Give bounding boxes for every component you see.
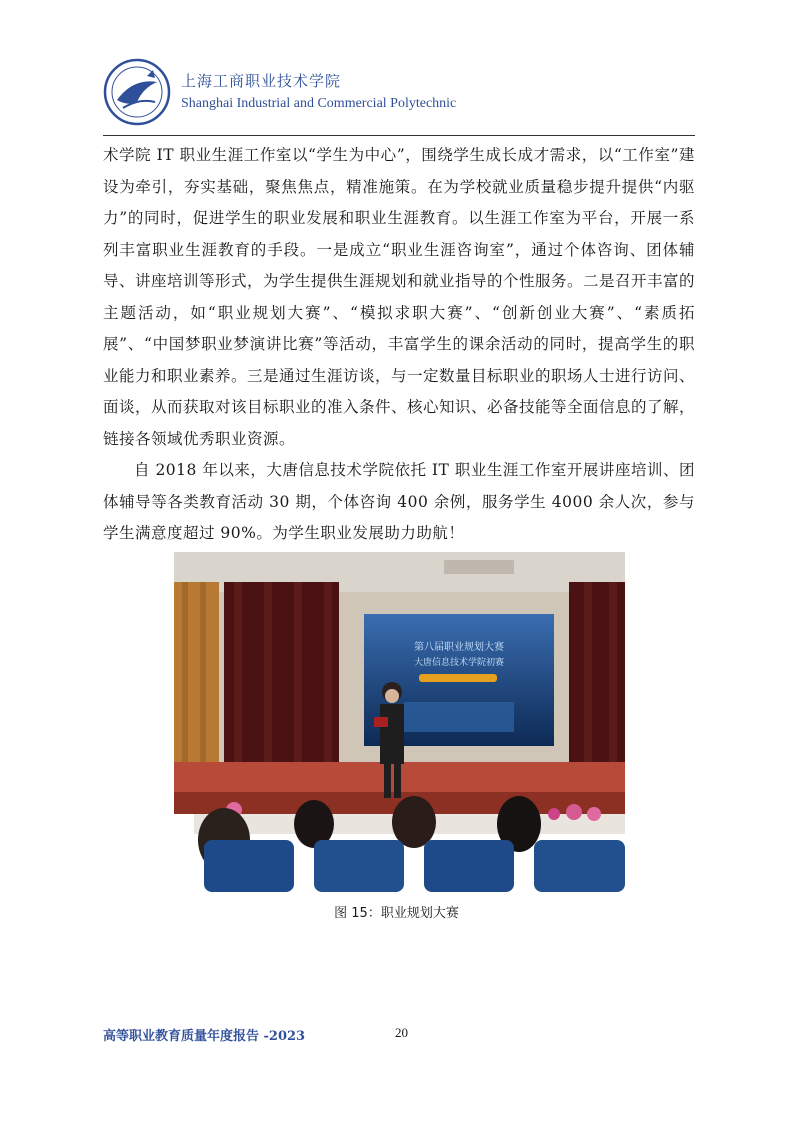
page-header bbox=[103, 52, 695, 136]
main-content bbox=[103, 140, 695, 550]
screen-title-line1: 第八届职业规划大赛 bbox=[414, 642, 504, 653]
header-divider bbox=[103, 135, 695, 136]
photo-illustration bbox=[174, 552, 625, 892]
report-title: 高等职业教育质量年度报告 -2023 bbox=[103, 1029, 306, 1044]
school-name-en: Shanghai Industrial and Commercial Polytechnic bbox=[181, 96, 457, 111]
figure-caption: 图 15：职业规划大赛 bbox=[334, 906, 459, 921]
body-paragraph-2: 自 2018 年以来，大唐信息技术学院依托 IT 职业生涯工作室开展讲座培训、团体辅导等各类教育活动 30 期，个体咨询 400 余例，服务学生 4000 余人次，参与学生满意度超过 90%。为学生职业发展助力助航！ bbox=[103, 461, 695, 542]
school-logo-icon bbox=[103, 58, 171, 126]
competition-photo bbox=[174, 552, 625, 892]
school-name-cn: 上海工商职业技术学院 bbox=[181, 72, 342, 90]
page-number: 20 bbox=[395, 1025, 408, 1040]
screen-title-line2: 大唐信息技术学院初赛 bbox=[413, 658, 505, 668]
body-paragraph-1: 术学院 IT 职业生涯工作室以“学生为中心”，围绕学生成长成才需求，以“工作室”建设为牵引，夯实基础，聚焦焦点，精准施策。在为学校就业质量稳步提升提供“内驱力”的同时，促进学生的职业发展和职业生涯教育。以生涯工作室为平台，开展一系列丰富职业生涯教育的手段。一是成立“职业生涯咨询室”，通过个体咨询、团体辅导、讲座培训等形式，为学生提供生涯规划和就业指导的个性服务。二是召开丰富的主题活动，如“职业规划大赛”、“模拟求职大赛”、“创新创业大赛”、“素质拓展”、“中国梦职业梦演讲比赛”等活动，丰富学生的课余活动的同时，提高学生的职业能力和职业素养。三是通过生涯访谈，与一定数量目标职业的职场人士进行访问、面谈，从而获取对该目标职业的准入条件、核心知识、必备技能等全面信息的了解，链接各领域优秀职业资源。 bbox=[103, 146, 696, 448]
